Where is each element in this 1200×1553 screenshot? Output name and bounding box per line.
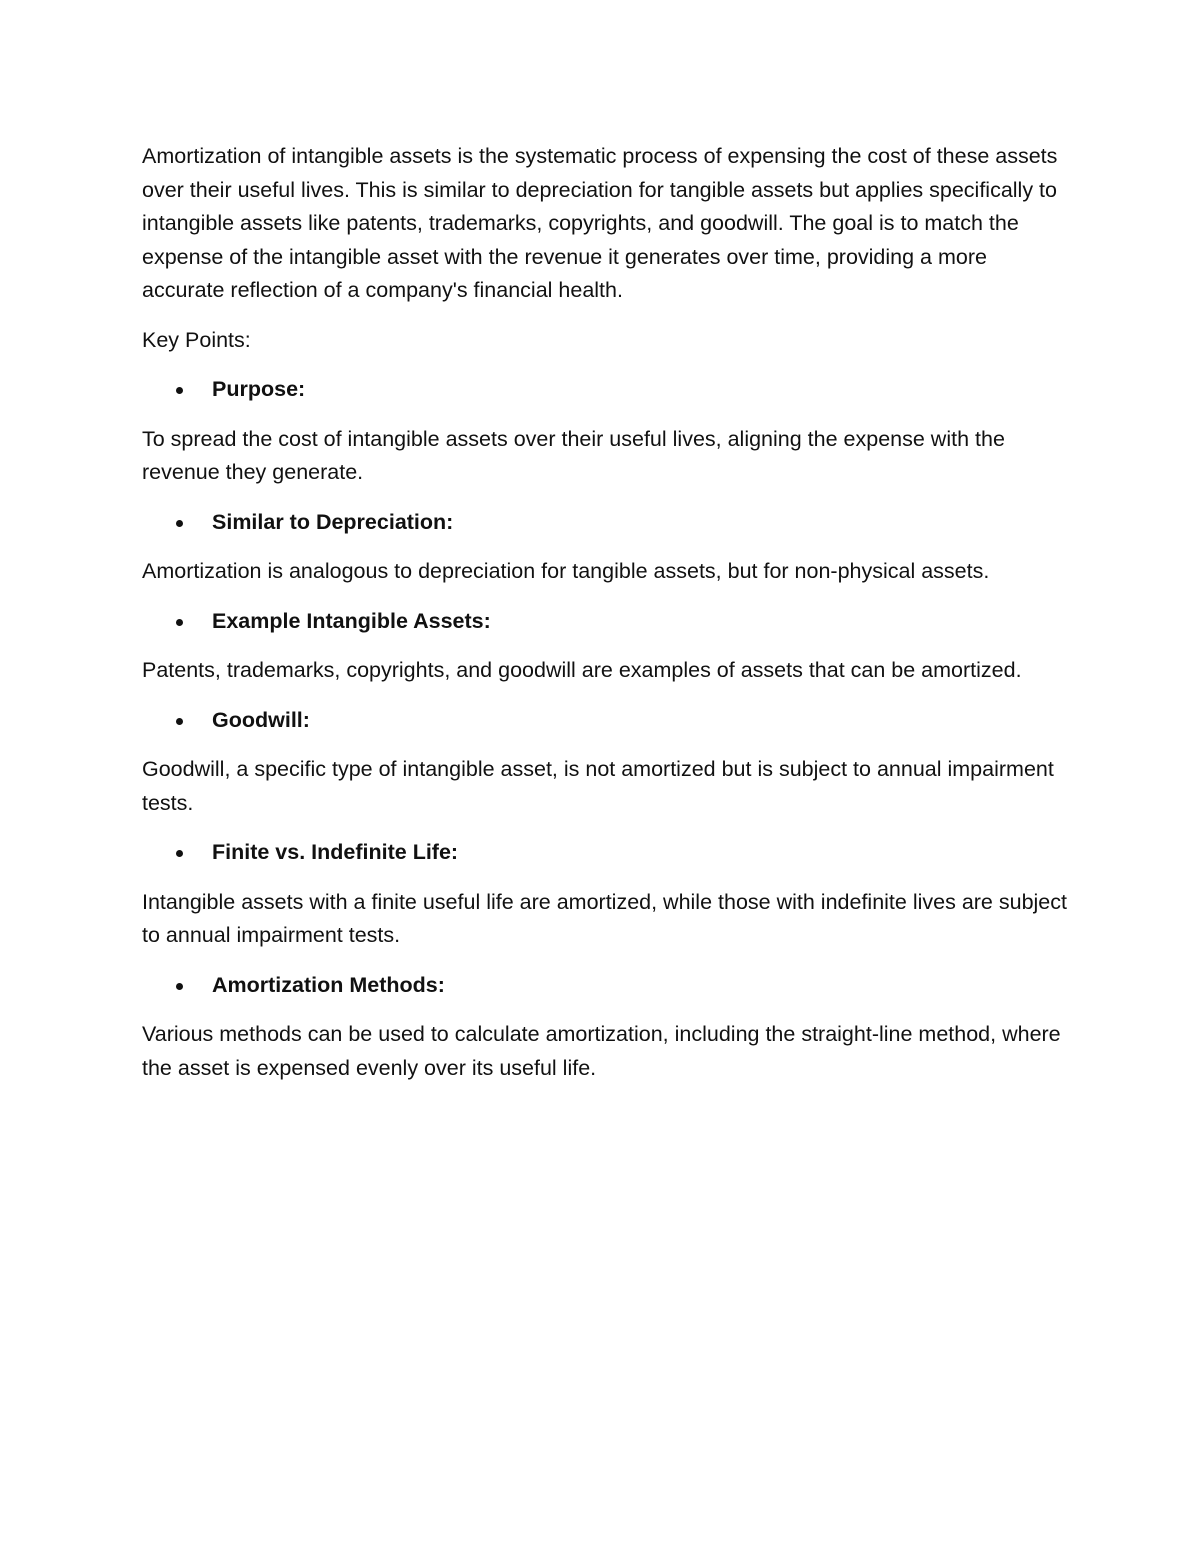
bullet-heading-similar-to-depreciation xyxy=(142,506,1072,540)
bullet-heading-text: Purpose: xyxy=(212,377,306,401)
bullet-icon xyxy=(176,983,183,990)
bullet-heading-text: Finite vs. Indefinite Life: xyxy=(212,840,459,864)
bullet-heading-example-intangible-assets xyxy=(142,605,1072,639)
intro-paragraph: Amortization of intangible assets is the systematic process of expensing the cost of these assets over their useful lives. This is similar to depreciation for tangible assets but applies specifically to intangible assets like patents, trademarks, copyrights, and goodwill. The goal is to match the expense of the intangible asset with the revenue it generates over time, providing a more accurate reflection of a company's financial health. xyxy=(142,144,1058,302)
section-text-amortization-methods: Various methods can be used to calculate amortization, including the straight-line method, where the asset is expensed evenly over its useful life. xyxy=(142,1022,1061,1080)
bullet-heading-text: Amortization Methods: xyxy=(212,972,445,997)
bullet-icon xyxy=(176,619,183,626)
bullet-icon xyxy=(176,850,183,857)
bullet-heading-text: Goodwill: xyxy=(212,707,310,732)
bullet-icon xyxy=(176,718,183,725)
section-text-finite-vs-indefinite-life: Intangible assets with a finite useful life are amortized, while those with indefinite lives are subject to annual impairment tests. xyxy=(142,889,1067,947)
bullet-icon xyxy=(176,387,183,394)
bullet-heading-text: Similar to Depreciation: xyxy=(212,509,454,534)
bullet-heading-goodwill xyxy=(142,704,1072,738)
section-text-purpose: To spread the cost of intangible assets over their useful lives, aligning the expense with the revenue they generate. xyxy=(142,426,1005,484)
bullet-heading-purpose xyxy=(142,373,1072,407)
bullet-heading-finite-vs-indefinite-life xyxy=(142,836,1072,870)
section-text-similar-to-depreciation: Amortization is analogous to depreciation for tangible assets, but for non-physical assets. xyxy=(142,559,990,583)
key-points-label: Key Points: xyxy=(142,327,251,352)
bullet-icon xyxy=(176,520,183,527)
document-body xyxy=(142,140,1072,1101)
section-text-goodwill: Goodwill, a specific type of intangible asset, is not amortized but is subject to annual impairment tests. xyxy=(142,757,1054,815)
bullet-heading-text: Example Intangible Assets: xyxy=(212,608,491,633)
bullet-heading-amortization-methods xyxy=(142,969,1072,1003)
section-text-example-intangible-assets: Patents, trademarks, copyrights, and goodwill are examples of assets that can be amortized. xyxy=(142,658,1022,682)
